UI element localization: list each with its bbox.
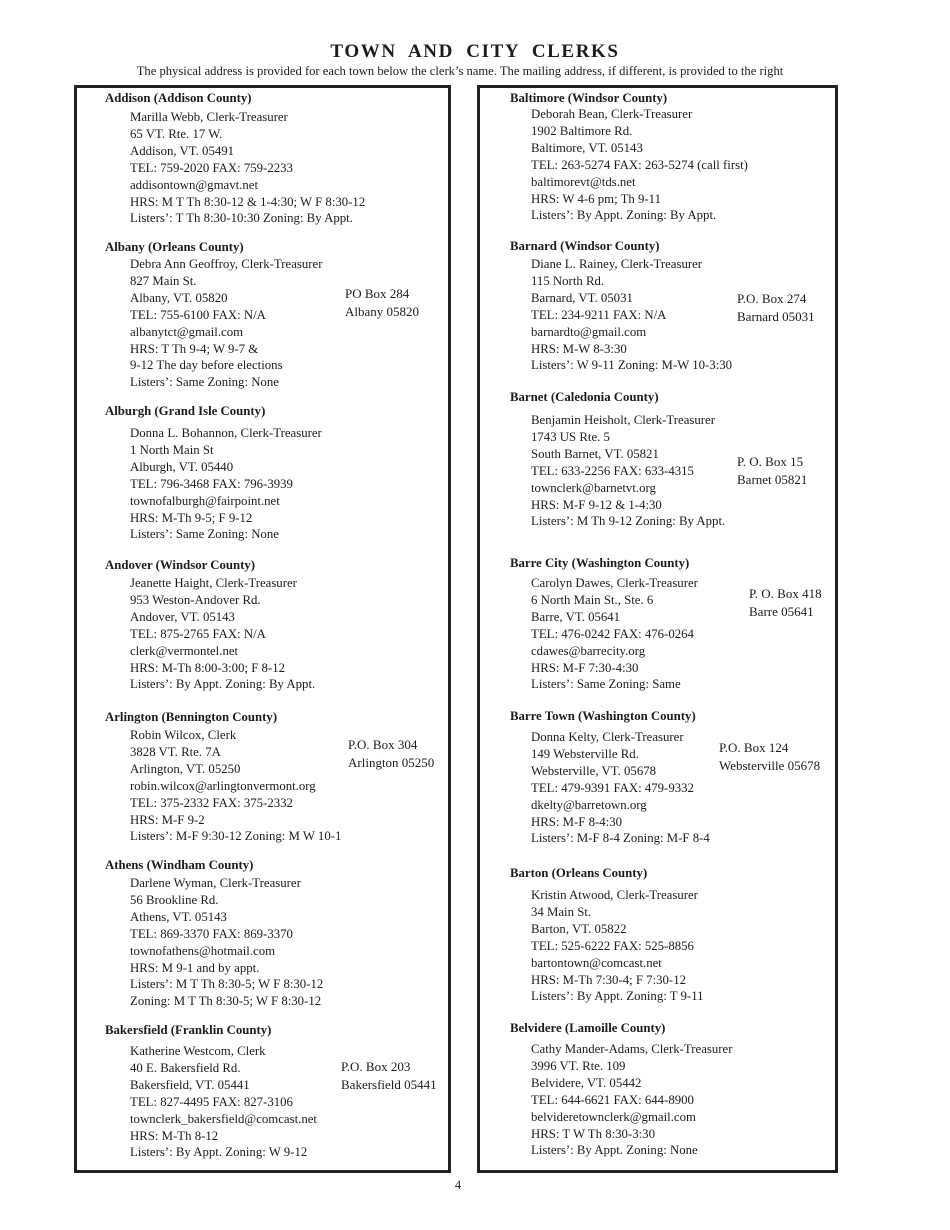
- mailing-line: PO Box 284: [345, 286, 410, 301]
- detail-line: Deborah Bean, Clerk-Treasurer: [531, 107, 693, 121]
- detail-line: 6 North Main St., Ste. 6: [531, 592, 654, 607]
- town-name: Belvidere (Lamoille County): [510, 1021, 666, 1035]
- detail-line: 1902 Baltimore Rd.: [531, 123, 633, 138]
- detail-line: Listers’: By Appt. Zoning: By Appt.: [130, 677, 316, 692]
- town-name: Alburgh (Grand Isle County): [105, 404, 266, 418]
- mailing-line: Arlington 05250: [348, 755, 435, 770]
- detail-line: 827 Main St.: [130, 273, 197, 288]
- email-text: bartontown@comcast.net: [531, 955, 662, 970]
- email-text: townofathens@hotmail.com: [130, 943, 276, 958]
- mailing-line: Websterville 05678: [719, 758, 821, 773]
- detail-line: Listers’: W 9-11 Zoning: M-W 10-3:30: [531, 358, 733, 373]
- detail-line: Kristin Atwood, Clerk-Treasurer: [531, 888, 698, 902]
- detail-line: TEL: 476-0242 FAX: 476-0264: [531, 626, 694, 641]
- mailing-line: Barnard 05031: [737, 309, 815, 324]
- detail-line: Donna Kelty, Clerk-Treasurer: [531, 730, 684, 744]
- detail-line: HRS: M-F 9-2: [130, 812, 205, 827]
- page-number: 4: [454, 1178, 462, 1192]
- clerk-details: [130, 425, 322, 543]
- detail-line: TEL: 525-6222 FAX: 525-8856: [531, 938, 694, 953]
- detail-line: Diane L. Rainey, Clerk-Treasurer: [531, 257, 703, 271]
- detail-line: TEL: 479-9391 FAX: 479-9332: [531, 780, 694, 795]
- detail-line: HRS: M-Th 8-12: [130, 1128, 219, 1143]
- town-name: Barnet (Caledonia County): [510, 390, 659, 404]
- mailing-line: Bakersfield 05441: [341, 1077, 437, 1092]
- email-text: barnardto@gmail.com: [531, 324, 647, 339]
- detail-line: Donna L. Bohannon, Clerk-Treasurer: [130, 426, 322, 440]
- detail-line: 65 VT. Rte. 17 W.: [130, 126, 223, 141]
- email-text: belvideretownclerk@gmail.com: [531, 1109, 696, 1124]
- clerk-details: [531, 412, 725, 530]
- clerk-details: [531, 1041, 732, 1159]
- mailing-line: Barnet 05821: [737, 472, 808, 487]
- detail-line: Katherine Westcom, Clerk: [130, 1044, 266, 1058]
- clerk-details: [130, 256, 323, 391]
- detail-line: Carolyn Dawes, Clerk-Treasurer: [531, 576, 698, 590]
- detail-line: 953 Weston-Andover Rd.: [130, 592, 261, 607]
- detail-line: Bakersfield, VT. 05441: [130, 1077, 250, 1092]
- detail-line: Cathy Mander-Adams, Clerk-Treasurer: [531, 1042, 733, 1056]
- detail-line: HRS: M-Th 9-5; F 9-12: [130, 510, 253, 525]
- detail-line: Listers’: By Appt. Zoning: W 9-12: [130, 1145, 308, 1160]
- mailing-address: [341, 1058, 437, 1094]
- mailing-line: P.O. Box 203: [341, 1059, 411, 1074]
- town-name: Andover (Windsor County): [105, 558, 256, 572]
- detail-line: South Barnet, VT. 05821: [531, 446, 659, 461]
- detail-line: Barre, VT. 05641: [531, 609, 621, 624]
- email-text: townofalburgh@fairpoint.net: [130, 493, 280, 508]
- clerk-details: [531, 887, 704, 1005]
- detail-line: 34 Main St.: [531, 904, 592, 919]
- detail-line: Marilla Webb, Clerk-Treasurer: [130, 110, 288, 124]
- detail-line: HRS: T W Th 8:30-3:30: [531, 1126, 655, 1141]
- detail-line: Websterville, VT. 05678: [531, 763, 657, 778]
- email-text: clerk@vermontel.net: [130, 643, 239, 658]
- left-column: [74, 85, 451, 1173]
- detail-line: HRS: M-W 8-3:30: [531, 341, 627, 356]
- mailing-line: P.O. Box 304: [348, 737, 418, 752]
- detail-line: Listers’: By Appt. Zoning: By Appt.: [531, 208, 717, 223]
- email-text: dkelty@barretown.org: [531, 797, 647, 812]
- detail-line: Andover, VT. 05143: [130, 609, 235, 624]
- detail-line: HRS: T Th 9-4; W 9-7 &: [130, 341, 259, 356]
- detail-line: TEL: 869-3370 FAX: 869-3370: [130, 926, 293, 941]
- detail-line: TEL: 234-9211 FAX: N/A: [531, 307, 667, 322]
- detail-line: Alburgh, VT. 05440: [130, 459, 234, 474]
- detail-line: Athens, VT. 05143: [130, 909, 227, 924]
- clerk-details: [130, 575, 315, 693]
- email-text: cdawes@barrecity.org: [531, 643, 646, 658]
- email-text: townclerk@barnetvt.org: [531, 480, 656, 495]
- detail-line: TEL: 263-5274 FAX: 263-5274 (call first): [531, 157, 748, 172]
- clerk-details: [531, 575, 698, 693]
- detail-line: Arlington, VT. 05250: [130, 761, 241, 776]
- email-text: albanytct@gmail.com: [130, 324, 244, 339]
- detail-line: Listers’: M-F 8-4 Zoning: M-F 8-4: [531, 831, 710, 846]
- detail-line: Albany, VT. 05820: [130, 290, 228, 305]
- detail-line: TEL: 875-2765 FAX: N/A: [130, 626, 266, 641]
- town-name: Arlington (Bennington County): [105, 710, 278, 724]
- detail-line: Debra Ann Geoffroy, Clerk-Treasurer: [130, 257, 323, 271]
- detail-line: Zoning: M T Th 8:30-5; W F 8:30-12: [130, 994, 322, 1009]
- clerk-details: [130, 109, 365, 227]
- detail-line: TEL: 375-2332 FAX: 375-2332: [130, 795, 293, 810]
- detail-line: TEL: 755-6100 FAX: N/A: [130, 307, 266, 322]
- mailing-line: P.O. Box 274: [737, 291, 807, 306]
- detail-line: TEL: 827-4495 FAX: 827-3106: [130, 1094, 293, 1109]
- town-name: Barre Town (Washington County): [510, 709, 696, 723]
- detail-line: HRS: M-F 8-4:30: [531, 814, 623, 829]
- detail-line: TEL: 644-6621 FAX: 644-8900: [531, 1092, 694, 1107]
- detail-line: Baltimore, VT. 05143: [531, 140, 643, 155]
- mailing-address: [348, 736, 434, 772]
- email-text: townclerk_bakersfield@comcast.net: [130, 1111, 317, 1126]
- mailing-address: [719, 739, 820, 775]
- detail-line: Listers’: M T Th 8:30-5; W F 8:30-12: [130, 977, 324, 992]
- detail-line: TEL: 759-2020 FAX: 759-2233: [130, 160, 293, 175]
- mailing-address: [737, 453, 807, 489]
- detail-line: Benjamin Heisholt, Clerk-Treasurer: [531, 413, 715, 427]
- clerk-details: [130, 1043, 317, 1161]
- detail-line: TEL: 633-2256 FAX: 633-4315: [531, 463, 694, 478]
- detail-line: 40 E. Bakersfield Rd.: [130, 1060, 241, 1075]
- detail-line: Belvidere, VT. 05442: [531, 1075, 642, 1090]
- clerk-details: [531, 106, 748, 224]
- town-name: Athens (Windham County): [105, 858, 254, 872]
- detail-line: Listers’: Same Zoning: Same: [531, 677, 681, 692]
- mailing-line: Albany 05820: [345, 304, 420, 319]
- right-column: [477, 85, 838, 1173]
- mailing-line: P. O. Box 418: [749, 586, 822, 601]
- detail-line: 3996 VT. Rte. 109: [531, 1058, 626, 1073]
- email-text: robin.wilcox@arlingtonvermont.org: [130, 778, 316, 793]
- detail-line: 1743 US Rte. 5: [531, 429, 610, 444]
- detail-line: Listers’: By Appt. Zoning: T 9-11: [531, 989, 704, 1004]
- mailing-line: P.O. Box 124: [719, 740, 789, 755]
- detail-line: HRS: M T Th 8:30-12 & 1-4:30; W F 8:30-12: [130, 194, 366, 209]
- town-name: Barnard (Windsor County): [510, 239, 660, 253]
- town-name: Barton (Orleans County): [510, 866, 648, 880]
- detail-line: HRS: M-Th 8:00-3:00; F 8-12: [130, 660, 285, 675]
- detail-line: HRS: M-Th 7:30-4; F 7:30-12: [531, 972, 686, 987]
- detail-line: Darlene Wyman, Clerk-Treasurer: [130, 876, 301, 890]
- detail-line: Addison, VT. 05491: [130, 143, 235, 158]
- detail-line: Listers’: By Appt. Zoning: None: [531, 1143, 698, 1158]
- town-name: Baltimore (Windsor County): [510, 91, 668, 105]
- mailing-line: Barre 05641: [749, 604, 814, 619]
- detail-line: Listers’: M-F 9:30-12 Zoning: M W 10-1: [130, 829, 342, 844]
- detail-line: Listers’: Same Zoning: None: [130, 375, 279, 390]
- detail-line: 9-12 The day before elections: [130, 358, 283, 373]
- detail-line: HRS: M 9-1 and by appt.: [130, 960, 260, 975]
- page-subtitle: The physical address is provided for each town below the clerk’s name. The mailing address, if different, is provided to the right: [136, 64, 784, 78]
- mailing-address: [345, 285, 419, 321]
- mailing-address: [749, 585, 822, 621]
- town-name: Barre City (Washington County): [510, 556, 690, 570]
- detail-line: HRS: W 4-6 pm; Th 9-11: [531, 191, 661, 206]
- email-text: baltimorevt@tds.net: [531, 174, 636, 189]
- clerk-details: [531, 256, 732, 374]
- detail-line: TEL: 796-3468 FAX: 796-3939: [130, 476, 293, 491]
- town-name: Addison (Addison County): [105, 91, 252, 105]
- town-name: Albany (Orleans County): [105, 240, 244, 254]
- detail-line: Jeanette Haight, Clerk-Treasurer: [130, 576, 297, 590]
- detail-line: 1 North Main St: [130, 442, 214, 457]
- detail-line: Listers’: T Th 8:30-10:30 Zoning: By Appt.: [130, 211, 353, 226]
- detail-line: Listers’: Same Zoning: None: [130, 527, 279, 542]
- town-name: Bakersfield (Franklin County): [105, 1023, 272, 1037]
- page-title: TOWN AND CITY CLERKS: [330, 41, 620, 62]
- detail-line: HRS: M-F 7:30-4:30: [531, 660, 639, 675]
- detail-line: Robin Wilcox, Clerk: [130, 728, 237, 742]
- mailing-address: [737, 290, 815, 326]
- detail-line: HRS: M-F 9-12 & 1-4:30: [531, 497, 662, 512]
- detail-line: Barton, VT. 05822: [531, 921, 627, 936]
- clerk-details: [130, 875, 323, 1010]
- detail-line: 149 Websterville Rd.: [531, 746, 639, 761]
- clerk-details: [130, 727, 341, 845]
- detail-line: Listers’: M Th 9-12 Zoning: By Appt.: [531, 514, 726, 529]
- detail-line: 56 Brookline Rd.: [130, 892, 219, 907]
- detail-line: 3828 VT. Rte. 7A: [130, 744, 221, 759]
- email-text: addisontown@gmavt.net: [130, 177, 259, 192]
- detail-line: 115 North Rd.: [531, 273, 605, 288]
- mailing-line: P. O. Box 15: [737, 454, 804, 469]
- detail-line: Barnard, VT. 05031: [531, 290, 633, 305]
- clerk-details: [531, 729, 710, 847]
